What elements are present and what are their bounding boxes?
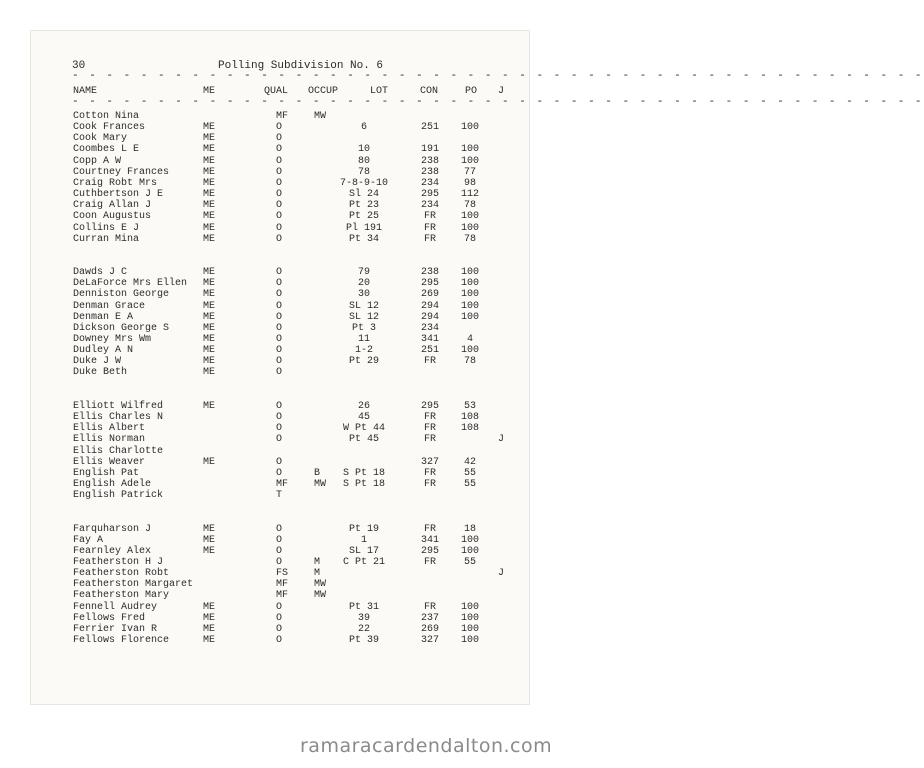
- voter-name: Craig Robt Mrs: [73, 177, 158, 189]
- con-value: 191: [420, 144, 439, 156]
- po-value: 100: [460, 601, 479, 613]
- qual-code: O: [276, 545, 283, 557]
- lot-value: S Pt 18: [342, 467, 385, 479]
- me-code: ME: [203, 322, 216, 334]
- lot-value: Sl 24: [348, 189, 379, 201]
- me-code: ME: [203, 456, 216, 468]
- po-value: 108: [460, 412, 479, 424]
- con-value: FR: [423, 478, 436, 490]
- po-value: 78: [463, 200, 476, 212]
- con-value: 238: [420, 166, 439, 178]
- me-code: ME: [203, 222, 216, 234]
- voter-name: Curran Mina: [73, 233, 140, 245]
- me-code: ME: [203, 211, 216, 223]
- voter-name: Dawds J C: [73, 267, 128, 279]
- qual-code: O: [276, 456, 283, 468]
- voter-name: Featherston H J: [73, 557, 164, 568]
- j-flag: J: [498, 568, 505, 580]
- po-value: 100: [460, 267, 479, 279]
- lot-value: 20: [357, 278, 370, 290]
- lot-value: 80: [357, 155, 370, 167]
- voter-name: Denman E A: [73, 311, 134, 323]
- qual-code: O: [276, 155, 283, 167]
- me-code: ME: [203, 166, 216, 178]
- me-code: ME: [203, 177, 216, 189]
- qual-code: O: [276, 367, 283, 379]
- lot-value: Pt 25: [348, 211, 379, 223]
- lot-value: Pt 45: [348, 434, 379, 446]
- me-code: ME: [203, 155, 216, 167]
- me-code: ME: [203, 400, 216, 412]
- lot-value: 7-8-9-10: [339, 177, 388, 189]
- qual-code: O: [276, 523, 283, 535]
- qual-code: O: [276, 233, 283, 245]
- voter-name: English Adele: [73, 478, 152, 490]
- lot-value: Pt 31: [348, 601, 379, 613]
- lot-value: S Pt 18: [342, 478, 385, 490]
- po-value: 42: [463, 456, 476, 468]
- me-code: ME: [203, 623, 216, 635]
- po-value: 100: [460, 211, 479, 223]
- lot-value: 11: [357, 334, 370, 345]
- me-code: ME: [203, 267, 216, 279]
- qual-code: O: [276, 122, 283, 134]
- po-value: 108: [460, 423, 479, 435]
- me-code: ME: [203, 601, 216, 613]
- lot-value: 30: [357, 289, 370, 301]
- con-value: FR: [423, 222, 436, 234]
- qual-code: O: [276, 534, 283, 546]
- me-code: ME: [203, 356, 216, 368]
- po-value: 55: [463, 467, 476, 479]
- me-code: ME: [203, 300, 216, 312]
- header-name: NAME: [73, 86, 98, 97]
- watermark-footer: ramaracardendalton.com: [300, 735, 553, 757]
- qual-code: MF: [276, 590, 289, 602]
- voter-name: Ellis Norman: [73, 434, 146, 446]
- po-value: 100: [460, 623, 479, 635]
- voter-name: Featherston Mary: [73, 590, 170, 602]
- lot-value: 6: [360, 122, 367, 134]
- po-value: 100: [460, 222, 479, 234]
- po-value: 4: [466, 334, 473, 345]
- me-code: ME: [203, 133, 216, 145]
- lot-value: SL 17: [348, 545, 379, 557]
- qual-code: O: [276, 557, 283, 568]
- con-value: 341: [420, 534, 439, 546]
- header-qual: QUAL: [264, 86, 289, 97]
- voter-name: Coon Augustus: [73, 211, 152, 223]
- voter-name: Fennell Audrey: [73, 601, 158, 613]
- voter-name: Denniston George: [73, 289, 170, 301]
- con-value: 327: [420, 456, 439, 468]
- con-value: 269: [420, 289, 439, 301]
- con-value: 269: [420, 623, 439, 635]
- qual-code: O: [276, 423, 283, 435]
- con-value: FR: [423, 211, 436, 223]
- j-flag: J: [498, 434, 505, 446]
- qual-code: O: [276, 311, 283, 323]
- po-value: 100: [460, 612, 479, 624]
- header-j: J: [498, 86, 505, 97]
- qual-code: MF: [276, 111, 289, 122]
- me-code: ME: [203, 122, 216, 134]
- voter-name: Duke Beth: [73, 367, 128, 379]
- qual-code: O: [276, 334, 283, 345]
- po-value: 100: [460, 122, 479, 134]
- con-value: 251: [420, 345, 439, 357]
- voter-name: DeLaForce Mrs Ellen: [73, 278, 188, 290]
- occup-code: B: [314, 467, 321, 479]
- occup-code: M: [314, 557, 321, 568]
- qual-code: O: [276, 289, 283, 301]
- qual-code: O: [276, 635, 283, 647]
- lot-value: 79: [357, 267, 370, 279]
- con-value: 295: [420, 189, 439, 201]
- po-value: 77: [463, 166, 476, 178]
- voter-name: Craig Allan J: [73, 200, 152, 212]
- lot-value: 78: [357, 166, 370, 178]
- po-value: 100: [460, 311, 479, 323]
- qual-code: O: [276, 345, 283, 357]
- lot-value: 10: [357, 144, 370, 156]
- occup-code: MW: [314, 478, 327, 490]
- qual-code: O: [276, 189, 283, 201]
- po-value: 100: [460, 289, 479, 301]
- qual-code: O: [276, 200, 283, 212]
- lot-value: C Pt 21: [342, 557, 385, 568]
- po-value: 112: [460, 189, 479, 201]
- occup-code: MW: [314, 579, 327, 591]
- voter-name: Dickson George S: [73, 322, 170, 334]
- me-code: ME: [203, 345, 216, 357]
- lot-value: Pt 39: [348, 635, 379, 647]
- con-value: 251: [420, 122, 439, 134]
- occup-code: M: [314, 568, 321, 580]
- lot-value: 1: [360, 534, 367, 546]
- lot-value: Pt 34: [348, 233, 379, 245]
- lot-value: 45: [357, 412, 370, 424]
- me-code: ME: [203, 233, 216, 245]
- qual-code: O: [276, 412, 283, 424]
- me-code: ME: [203, 144, 216, 156]
- voter-name: Fay A: [73, 534, 104, 546]
- con-value: FR: [423, 601, 436, 613]
- po-value: 78: [463, 356, 476, 368]
- con-value: 327: [420, 635, 439, 647]
- voter-name: Fearnley Alex: [73, 545, 152, 557]
- header-occup: OCCUP: [308, 86, 339, 97]
- voter-name: Dudley A N: [73, 345, 134, 357]
- me-code: ME: [203, 635, 216, 647]
- con-value: 295: [420, 545, 439, 557]
- voter-name: Coombes L E: [73, 144, 140, 156]
- qual-code: O: [276, 144, 283, 156]
- con-value: 238: [420, 155, 439, 167]
- me-code: ME: [203, 545, 216, 557]
- con-value: 234: [420, 322, 439, 334]
- me-code: ME: [203, 278, 216, 290]
- lot-value: W Pt 44: [342, 423, 385, 435]
- con-value: 234: [420, 200, 439, 212]
- lot-value: SL 12: [348, 300, 379, 312]
- po-value: 53: [463, 400, 476, 412]
- lot-value: 26: [357, 400, 370, 412]
- voter-name: Cook Mary: [73, 133, 128, 145]
- con-value: 294: [420, 311, 439, 323]
- po-value: 100: [460, 144, 479, 156]
- qual-code: T: [276, 490, 283, 502]
- con-value: 238: [420, 267, 439, 279]
- voter-name: Featherston Robt: [73, 568, 170, 580]
- po-value: 100: [460, 635, 479, 647]
- voter-name: Collins E J: [73, 222, 140, 234]
- qual-code: O: [276, 222, 283, 234]
- voter-name: English Pat: [73, 467, 140, 479]
- po-value: 18: [463, 523, 476, 535]
- qual-code: MF: [276, 579, 289, 591]
- con-value: FR: [423, 412, 436, 424]
- po-value: 100: [460, 300, 479, 312]
- qual-code: O: [276, 612, 283, 624]
- con-value: 295: [420, 278, 439, 290]
- voter-name: English Patrick: [73, 490, 164, 502]
- qual-code: O: [276, 211, 283, 223]
- dashed-divider-top: - - - - - - - - - - - - - - - - - - - - - - - - - - - - - - - - - - - - - - - - - - - - - - - - - -: [72, 70, 924, 82]
- header-me: ME: [203, 86, 216, 97]
- lot-value: Pt 29: [348, 356, 379, 368]
- po-value: 55: [463, 557, 476, 568]
- voter-name: Downey Mrs Wm: [73, 334, 152, 345]
- po-value: 100: [460, 534, 479, 546]
- po-value: 100: [460, 278, 479, 290]
- con-value: FR: [423, 233, 436, 245]
- qual-code: O: [276, 267, 283, 279]
- voter-name: Farquharson J: [73, 523, 152, 535]
- lot-value: Pt 3: [351, 322, 376, 334]
- qual-code: O: [276, 601, 283, 613]
- occup-code: MW: [314, 111, 327, 122]
- qual-code: O: [276, 434, 283, 446]
- me-code: ME: [203, 200, 216, 212]
- voter-name: Fellows Fred: [73, 612, 146, 624]
- voter-name: Cook Frances: [73, 122, 146, 134]
- me-code: ME: [203, 367, 216, 379]
- voter-name: Ellis Charles N: [73, 412, 164, 424]
- con-value: FR: [423, 523, 436, 535]
- po-value: 78: [463, 233, 476, 245]
- lot-value: 1-2: [354, 345, 373, 357]
- lot-value: 39: [357, 612, 370, 624]
- voter-name: Cuthbertson J E: [73, 189, 164, 201]
- me-code: ME: [203, 612, 216, 624]
- me-code: ME: [203, 523, 216, 535]
- page-title: Polling Subdivision No. 6: [218, 60, 384, 72]
- qual-code: O: [276, 177, 283, 189]
- con-value: FR: [423, 356, 436, 368]
- voter-name: Copp A W: [73, 155, 122, 167]
- qual-code: O: [276, 133, 283, 145]
- voter-name: Ellis Charlotte: [73, 445, 164, 457]
- po-value: 100: [460, 345, 479, 357]
- po-value: 100: [460, 545, 479, 557]
- lot-value: 22: [357, 623, 370, 635]
- lot-value: Pl 191: [345, 222, 382, 234]
- page-number: 30: [72, 60, 86, 72]
- occup-code: MW: [314, 590, 327, 602]
- me-code: ME: [203, 189, 216, 201]
- qual-code: MF: [276, 478, 289, 490]
- qual-code: O: [276, 356, 283, 368]
- qual-code: O: [276, 400, 283, 412]
- con-value: 294: [420, 300, 439, 312]
- qual-code: O: [276, 322, 283, 334]
- voter-name: Fellows Florence: [73, 635, 170, 647]
- header-po: PO: [465, 86, 478, 97]
- lot-value: Pt 19: [348, 523, 379, 535]
- qual-code: O: [276, 467, 283, 479]
- con-value: FR: [423, 467, 436, 479]
- po-value: 100: [460, 155, 479, 167]
- voter-name: Featherston Margaret: [73, 579, 194, 591]
- po-value: 55: [463, 478, 476, 490]
- me-code: ME: [203, 289, 216, 301]
- me-code: ME: [203, 334, 216, 345]
- header-lot: LOT: [370, 86, 389, 97]
- qual-code: O: [276, 278, 283, 290]
- voter-name: Elliott Wilfred: [73, 400, 164, 412]
- voter-name: Ellis Albert: [73, 423, 146, 435]
- dashed-divider-header: - - - - - - - - - - - - - - - - - - - - - - - - - - - - - - - - - - - - - - - - - - - - - - - - - -: [72, 96, 924, 108]
- qual-code: O: [276, 300, 283, 312]
- voter-name: Ferrier Ivan R: [73, 623, 158, 635]
- con-value: 237: [420, 612, 439, 624]
- lot-value: Pt 23: [348, 200, 379, 212]
- con-value: 234: [420, 177, 439, 189]
- header-con: CON: [420, 86, 439, 97]
- voter-name: Cotton Nina: [73, 111, 140, 122]
- me-code: ME: [203, 534, 216, 546]
- po-value: 98: [463, 177, 476, 189]
- qual-code: O: [276, 166, 283, 178]
- voter-name: Denman Grace: [73, 300, 146, 312]
- con-value: FR: [423, 557, 436, 568]
- con-value: FR: [423, 423, 436, 435]
- qual-code: O: [276, 623, 283, 635]
- con-value: 295: [420, 400, 439, 412]
- voter-name: Duke J W: [73, 356, 122, 368]
- voter-name: Courtney Frances: [73, 166, 170, 178]
- con-value: FR: [423, 434, 436, 446]
- lot-value: SL 12: [348, 311, 379, 323]
- qual-code: FS: [276, 568, 289, 580]
- con-value: 341: [420, 334, 439, 345]
- voter-name: Ellis Weaver: [73, 456, 146, 468]
- me-code: ME: [203, 311, 216, 323]
